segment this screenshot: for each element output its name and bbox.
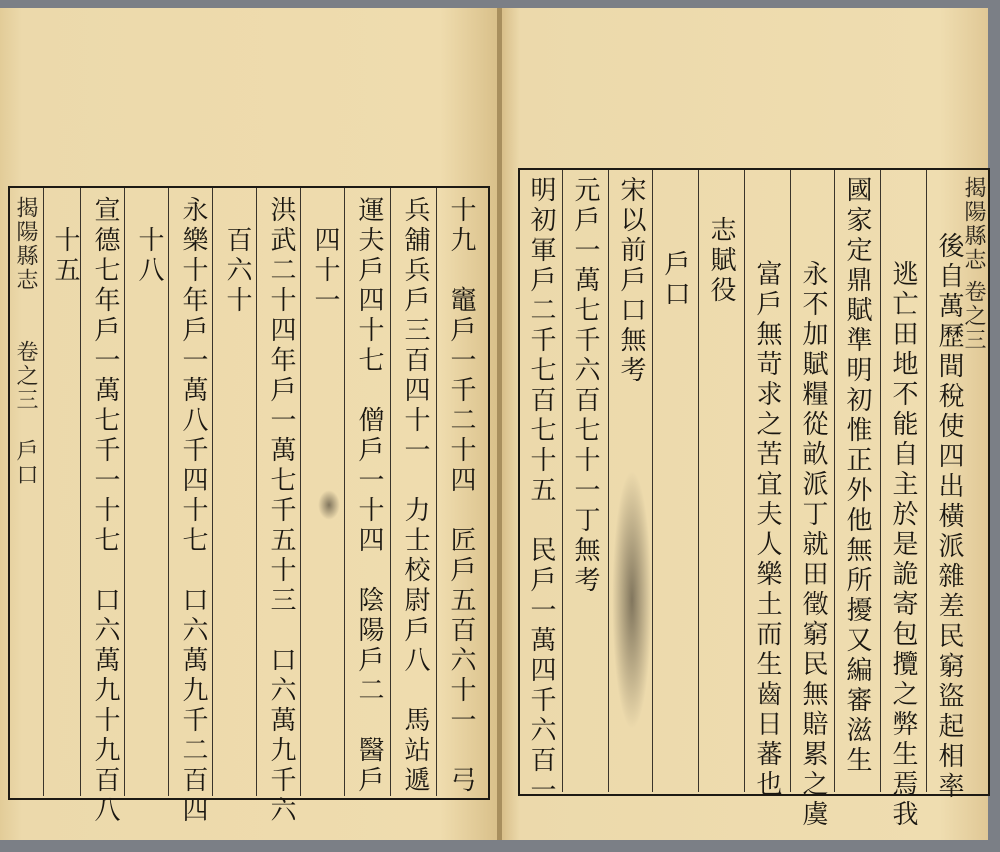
column-rule: [300, 188, 301, 796]
text-column-1: 後自萬歷間稅使四出橫派雜差民窮盜起相率: [934, 232, 964, 802]
text-column-2: 逃亡田地不能自主於是詭寄包攬之弊生焉我: [888, 260, 918, 830]
column-rule: [698, 170, 699, 792]
right-margin-section: 卷之三: [961, 280, 986, 352]
text-column-6: 百六十: [222, 226, 252, 316]
column-rule: [256, 188, 257, 796]
text-column-7: 永樂十年戶一萬八千四十七 口六萬九千二百四: [178, 196, 208, 826]
column-rule: [436, 188, 437, 796]
text-column-6: 志賦役: [706, 216, 736, 306]
column-rule: [744, 170, 745, 792]
right-margin-title: 揭陽縣志: [961, 176, 986, 272]
text-column-8: 十八: [134, 226, 164, 286]
text-column-1: 十九 竈戶一千二十四 匠戶五百六十一 弓: [446, 196, 476, 796]
column-rule: [652, 170, 653, 792]
column-rule: [880, 170, 881, 792]
text-column-9: 元戶一萬七千六百七十一丁無考: [570, 176, 600, 596]
text-column-8: 宋以前戶口無考: [616, 176, 646, 386]
text-column-5: 富戶無苛求之苦宜夫人樂土而生齒日蕃也: [752, 260, 782, 800]
column-rule: [43, 188, 44, 796]
column-rule: [390, 188, 391, 796]
column-rule: [344, 188, 345, 796]
column-rule: [926, 170, 927, 792]
text-column-7: 戶口: [660, 250, 690, 310]
text-column-9: 宣德七年戶一萬七千一十七 口六萬九十九百八: [90, 196, 120, 826]
text-column-10: 十五: [50, 226, 80, 286]
text-column-5: 洪武二十四年戶一萬七千五十三 口六萬九千六: [266, 196, 296, 826]
text-column-4: 永不加賦糧從畝派丁就田徵窮民無賠累之虞: [798, 260, 828, 830]
column-rule: [124, 188, 125, 796]
text-column-2: 兵舖兵戶三百四十一 力士校尉戶八 馬站遞: [400, 196, 430, 796]
column-rule: [212, 188, 213, 796]
text-column-3: 運夫戶四十七 僧戶一十四 陰陽戶二 醫戶: [354, 196, 384, 796]
column-rule: [790, 170, 791, 792]
text-column-10: 明初軍戶二千七百七十五 民戶一萬四千六百一: [526, 176, 556, 806]
left-margin-section: 卷之三 戶口: [13, 340, 38, 487]
book-gutter: [497, 8, 502, 840]
ink-stain: [318, 490, 340, 520]
column-rule: [834, 170, 835, 792]
column-rule: [168, 188, 169, 796]
column-rule: [608, 170, 609, 792]
ink-stain: [612, 470, 652, 730]
left-margin-title: 揭陽縣志: [13, 196, 38, 292]
text-column-4: 四十一: [310, 226, 340, 316]
column-rule: [562, 170, 563, 792]
text-column-3: 國家定鼎賦準明初惟正外他無所擾又編審滋生: [842, 176, 872, 776]
